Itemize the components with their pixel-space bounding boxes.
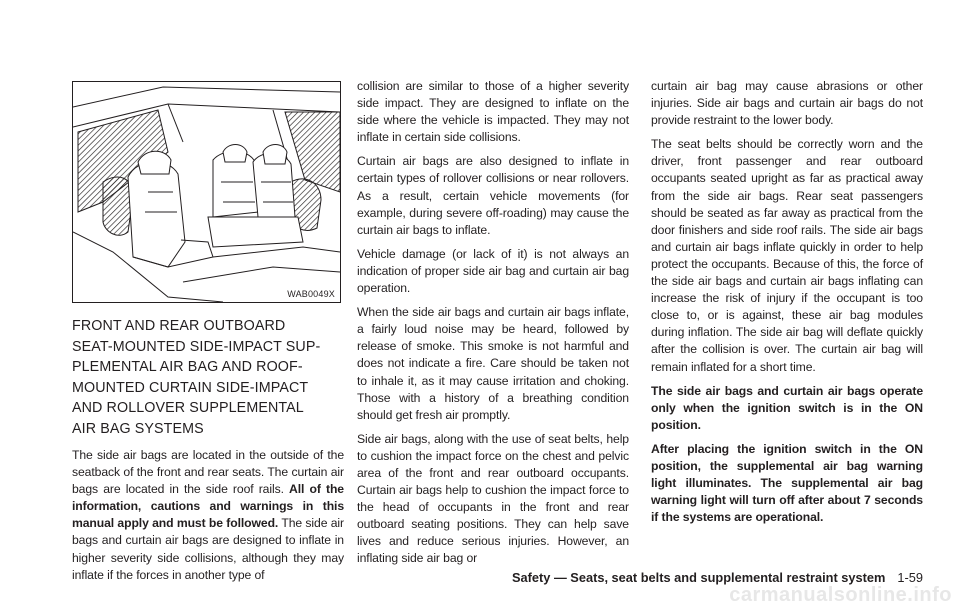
heading-line: AIR BAG SYSTEMS xyxy=(72,420,204,437)
airbag-illustration xyxy=(72,81,341,303)
heading-line: MOUNTED CURTAIN SIDE-IMPACT xyxy=(72,379,309,396)
figure-code: WAB0049X xyxy=(287,289,335,299)
heading-line: SEAT-MOUNTED SIDE-IMPACT SUP- xyxy=(72,338,321,355)
paragraph: Curtain air bags are also designed to inflate in certain types of rollover collisions or near rollovers. As a result, certain vehicle movements (for example, during severe off-roading) may cause the curtain air bags to inflate. xyxy=(357,154,629,237)
page-footer xyxy=(0,570,923,585)
paragraph: collision are similar to those of a higher severity side impact. They are designed to inflate on the side where the vehicle is impacted. They may not inflate in certain side collisions. xyxy=(357,79,629,145)
footer-section-title: Safety — Seats, seat belts and supplemental restraint system xyxy=(511,570,886,585)
bold-warning-text: All of the information, cautions and warnings in this manual apply and must be followed. xyxy=(72,482,344,531)
page-number: 1-59 xyxy=(897,570,923,585)
paragraph: When the side air bags and curtain air bags inflate, a fairly loud noise may be heard, followed by release of smoke. This smoke is not harmful and does not indicate a fire. Care should be taken not to inhale it, as it may cause irritation and choking. Those with a history of a breathing condition should get fresh air promptly. xyxy=(357,305,629,422)
column-3 xyxy=(651,78,923,533)
paragraph: Vehicle damage (or lack of it) is not always an indication of proper side air bag and curtain air bag operation. xyxy=(357,246,629,296)
body-text: The side air bags are located in the outside of the seatback of the front and rear seats. The curtain air bags are located in the side roof rails. xyxy=(72,448,344,497)
section-heading xyxy=(72,316,347,439)
watermark: carmanualsonline.info xyxy=(729,584,952,606)
paragraph: Side air bags, along with the use of seat belts, help to cushion the impact force on the chest and pelvic area of the front and rear outboard occupants. Curtain air bags help to cushion the impact force to the head of occupants in the front and rear outboard seating positions. They can help save lives and reduce serious injuries. However, an inflating side air bag or xyxy=(357,431,629,566)
heading-line: FRONT AND REAR OUTBOARD xyxy=(72,318,286,334)
paragraph: The seat belts should be correctly worn and the driver, front passenger and rear outboard occupants seated upright as far as practical away from the side air bags. Rear seat passengers should be seated as far away as practical from the door finishers and side roof rails. The side air bags and curtain air bags inflate quickly in order to help protect the occupants. Because of this, the force of the side air bags and curtain air bags inflating can increase the risk of injury if the occupant is too close to, or is against, these air bag modules during inflation. The side air bag will deflate quickly after the collision is over. The curtain air bag will remain inflated for a short time. xyxy=(651,137,923,374)
bold-paragraph: The side air bags and curtain air bags operate only when the ignition switch is in the ON position. xyxy=(651,383,923,432)
seat-airbag-drawing xyxy=(73,82,340,302)
heading-line: PLEMENTAL AIR BAG AND ROOF- xyxy=(72,359,303,375)
body-text: The side air bags and curtain air bags are designed to inflate in higher severity side collisions, although they may inflate if the forces in another type of xyxy=(72,516,344,582)
bold-paragraph: After placing the ignition switch in the ON position, the supplemental air bag warning light illuminates. The supplemental air bag warning light will turn off after about 7 seconds if the systems are operational. xyxy=(651,441,923,525)
heading-line: AND ROLLOVER SUPPLEMENTAL xyxy=(72,400,304,416)
paragraph: curtain air bag may cause abrasions or other injuries. Side air bags and curtain air bags do not provide restraint to the lower body. xyxy=(651,79,923,128)
paragraph xyxy=(72,447,344,584)
column-2 xyxy=(357,78,629,575)
